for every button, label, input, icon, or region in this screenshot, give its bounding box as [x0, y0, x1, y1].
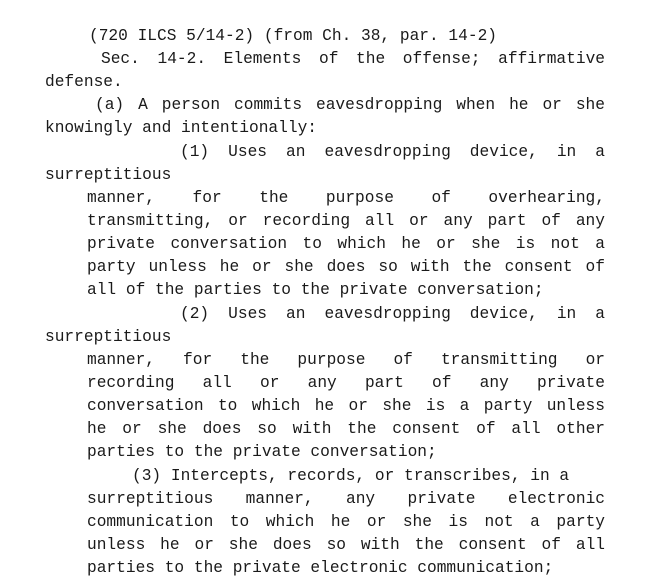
- item-2-line-4: recording all or any part of any private: [87, 374, 605, 392]
- item-1-line-4: transmitting, or recording all or any part of any: [87, 212, 605, 230]
- item-1-line-5: private conversation to which he or she is not a: [87, 235, 605, 253]
- item-2-line-2: surreptitious: [45, 328, 172, 346]
- item-3-line-4: unless he or she does so with the consent of all: [87, 536, 605, 554]
- paragraph-a-line-1: (a) A person commits eavesdropping when he or she: [95, 96, 605, 114]
- section-heading-line-1: Sec. 14-2. Elements of the offense; affirmative: [101, 50, 605, 68]
- item-1-line-2: surreptitious: [45, 166, 172, 184]
- item-1-line-1: (1) Uses an eavesdropping device, in a: [180, 143, 605, 161]
- item-3-line-2: surreptitious manner, any private electronic: [87, 490, 605, 508]
- item-1-line-6: party unless he or she does so with the consent of: [87, 258, 605, 276]
- item-2-line-7: parties to the private conversation;: [87, 443, 437, 461]
- item-2-line-3: manner, for the purpose of transmitting or: [87, 351, 605, 369]
- paragraph-a-line-2: knowingly and intentionally:: [45, 119, 317, 137]
- item-1-line-3: manner, for the purpose of overhearing,: [87, 189, 605, 207]
- item-3-line-5: parties to the private electronic communication;: [87, 559, 554, 577]
- item-2-line-6: he or she does so with the consent of all other: [87, 420, 605, 438]
- item-2-line-5: conversation to which he or she is a party unless: [87, 397, 605, 415]
- item-3-line-3: communication to which he or she is not a party: [87, 513, 605, 531]
- item-2-line-1: (2) Uses an eavesdropping device, in a: [180, 305, 605, 323]
- item-3-line-1: (3) Intercepts, records, or transcribes, in a: [132, 467, 570, 485]
- citation: (720 ILCS 5/14-2) (from Ch. 38, par. 14-2): [89, 27, 497, 45]
- item-1-line-7: all of the parties to the private conversation;: [87, 281, 544, 299]
- section-heading-line-2: defense.: [45, 73, 123, 91]
